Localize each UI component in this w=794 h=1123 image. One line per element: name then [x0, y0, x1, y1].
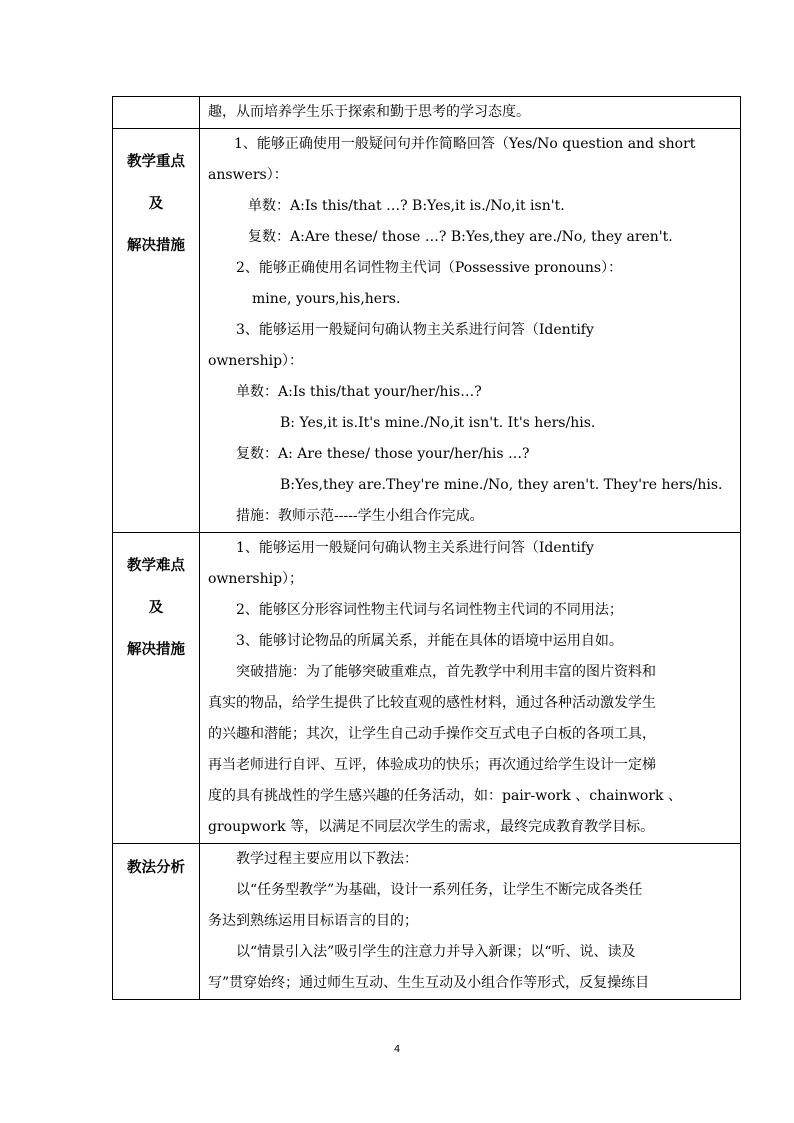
text-line: mine, yours,his,hers.: [252, 291, 401, 307]
text-line: 真实的物品，给学生提供了比较直观的感性材料，通过各种活动激发学生: [208, 695, 656, 711]
text-line: 再当老师进行自评、互评，体验成功的快乐；再次通过给学生设计一定梯: [208, 757, 656, 773]
text-line: 务达到熟练运用目标语言的目的；: [208, 913, 418, 929]
label-line: 教学难点: [127, 558, 185, 574]
text-line: 复数：A: Are these/ those your/her/his …?: [236, 446, 530, 462]
label-line: 及: [148, 196, 164, 212]
label-line: 教学重点: [127, 154, 185, 170]
row-label-empty: [113, 97, 200, 129]
label-line: 及: [148, 600, 164, 616]
row-content: [200, 97, 741, 129]
text-line: answers）：: [208, 167, 288, 183]
label-line: 解决措施: [127, 238, 185, 254]
text-line: 复数：A:Are these/ those …? B:Yes,they are./No, they aren't.: [248, 229, 673, 245]
text-line: 以“任务型教学”为基础，设计一系列任务，让学生不断完成各类任: [236, 882, 643, 898]
text-line: 以“情景引入法”吸引学生的注意力并导入新课；以“听、说、读及: [236, 944, 636, 960]
text-line: 的兴趣和潜能；其次，让学生自己动手操作交互式电子白板的各项工具，: [208, 726, 656, 742]
text-line: 趣，从而培养学生乐于探索和勤于思考的学习态度。: [208, 104, 530, 120]
text-line: ownership）：: [208, 353, 304, 369]
table-row-methods: [113, 844, 741, 1000]
page-number: 4: [393, 1044, 401, 1055]
text-line: 1、能够正确使用一般疑问句并作简略回答（Yes/No question and short: [234, 136, 696, 152]
text-line: 3、能够运用一般疑问句确认物主关系进行问答（Identify: [236, 322, 594, 338]
text-line: 措施：教师示范-----学生小组合作完成。: [236, 508, 484, 524]
text-line: 2、能够区分形容词性物主代词与名词性物主代词的不同用法；: [236, 602, 623, 618]
text-line: 写”贯穿始终；通过师生互动、生生互动及小组合作等形式，反复操练目: [208, 975, 650, 991]
row-label-difficulties: [113, 533, 200, 844]
text-line: 教学过程主要应用以下教法：: [236, 851, 418, 867]
text-line: 3、能够讨论物品的所属关系，并能在具体的语境中运用自如。: [236, 633, 623, 649]
row-content-difficulties: [200, 533, 741, 844]
text-line: B: Yes,it is.It's mine./No,it isn't. It's hers/his.: [280, 415, 596, 431]
table-row-continuation: [113, 97, 741, 129]
label-line: 解决措施: [127, 642, 185, 658]
text-line: 单数：A:Is this/that your/her/his…?: [236, 384, 482, 400]
text-line: 突破措施：为了能够突破重难点，首先教学中利用丰富的图片资料和: [236, 664, 656, 680]
text-line: groupwork 等，以满足不同层次学生的需求，最终完成教育教学目标。: [208, 819, 655, 835]
text-line: 2、能够正确使用名词性物主代词（Possessive pronouns）：: [236, 260, 623, 276]
row-content-key-points: [200, 129, 741, 533]
text-line: ownership）；: [208, 571, 304, 587]
row-content-methods: [200, 844, 741, 1000]
text-line: 度的具有挑战性的学生感兴趣的任务活动，如：pair-work 、chainwork 、: [208, 788, 682, 804]
label-line: 教法分析: [127, 860, 185, 876]
table-row-key-points: [113, 129, 741, 533]
text-line: 单数：A:Is this/that …? B:Yes,it is./No,it isn't.: [248, 198, 565, 214]
row-label-methods: [113, 844, 200, 1000]
lesson-plan-table: [112, 96, 741, 1000]
text-line: 1、能够运用一般疑问句确认物主关系进行问答（Identify: [236, 540, 594, 556]
text-line: B:Yes,they are.They're mine./No, they aren't. They're hers/his.: [280, 477, 723, 493]
table-row-difficulties: [113, 533, 741, 844]
row-label-key-points: [113, 129, 200, 533]
